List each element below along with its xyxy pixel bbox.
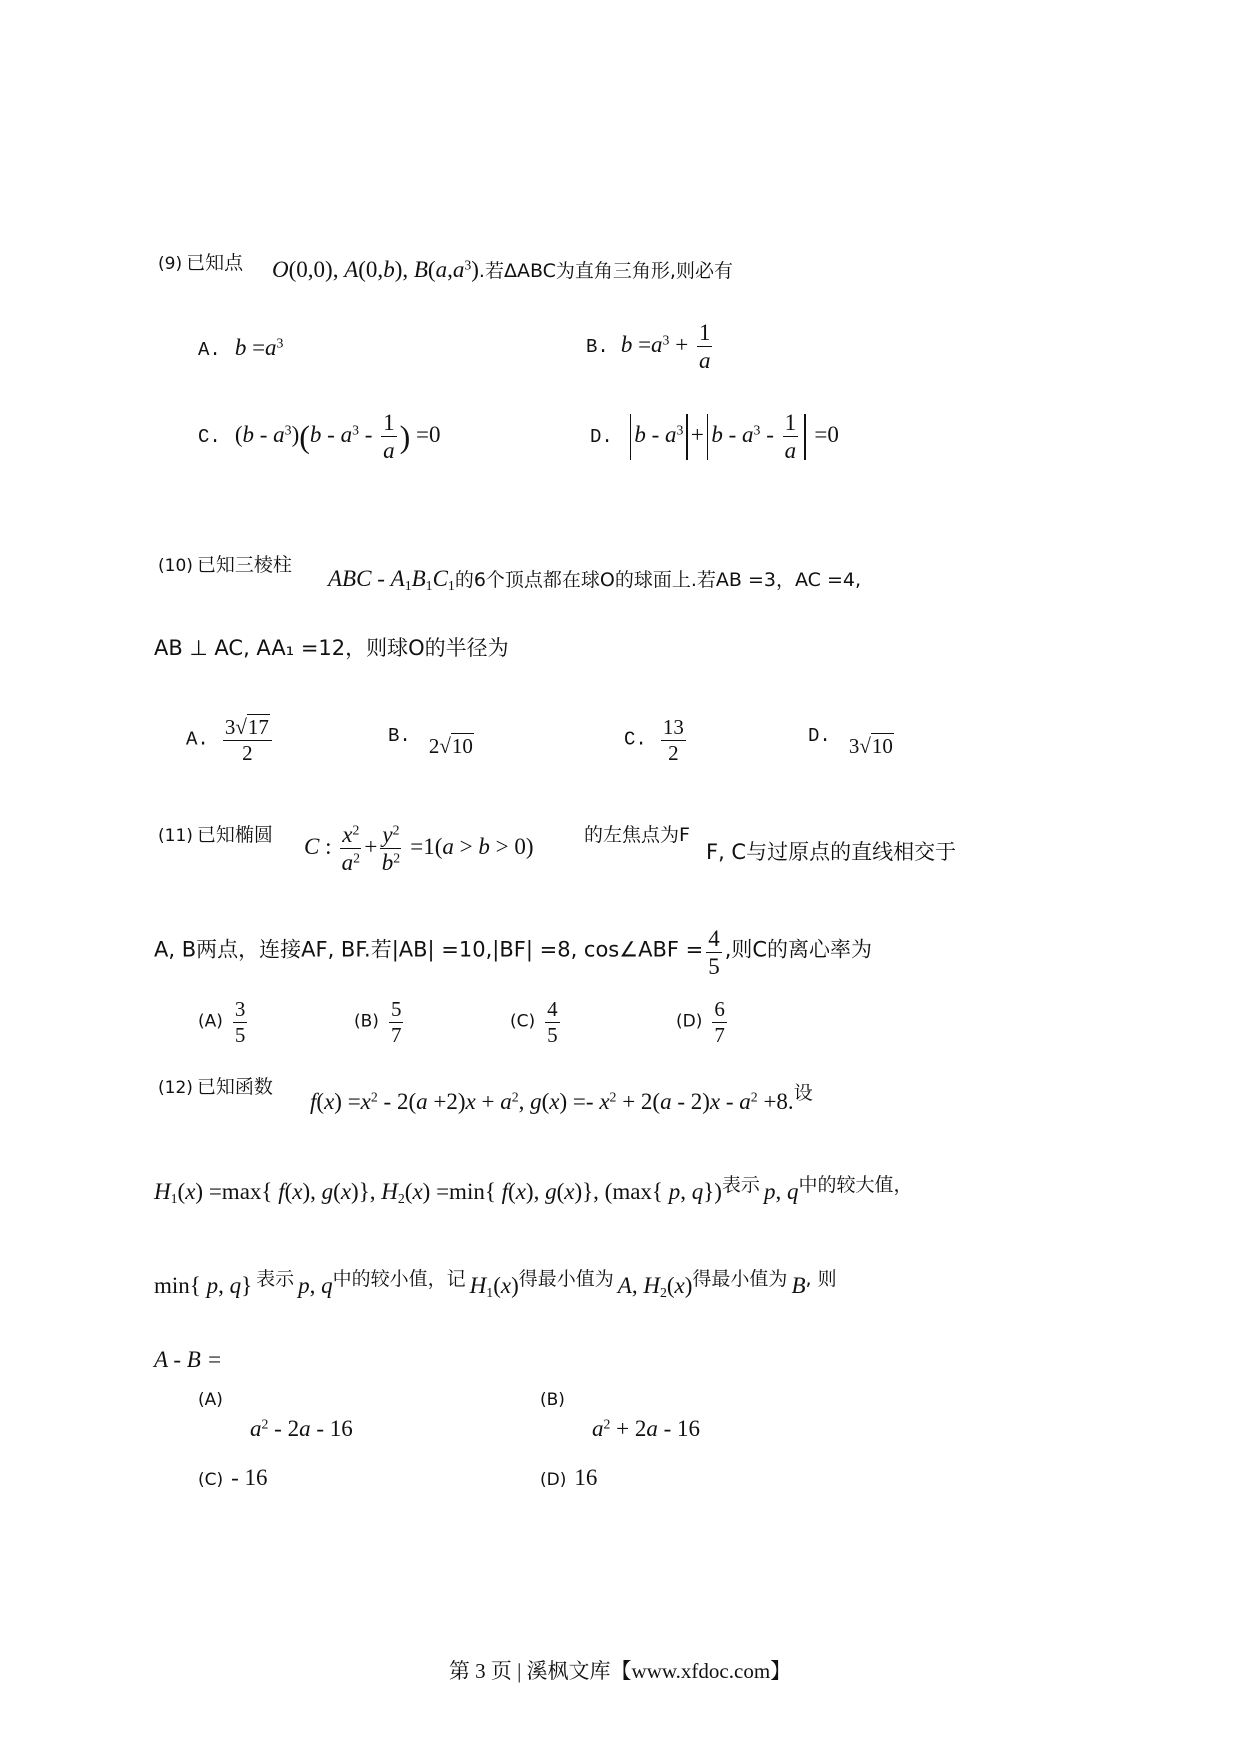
q12-line2: $H_1(x) =\max${ f(x), g(x)}, $H_2(x) =\min${ f(x), g(x)}, (max{ p, q})表示 p, q中的较大值，: [154, 1174, 913, 1207]
q12-functions: $f(x) =x^2 - 2(a +2)x + a^2$, $g(x) =- x^2 + 2(a - 2)x - a^2 +8.^设$: [310, 1082, 813, 1114]
q12-number: (12): [158, 1078, 193, 1098]
q12-intro: 已知函数: [196, 1076, 273, 1098]
page-footer: 第 3 页 | 溪枫文库【www.xfdoc.com】: [448, 1659, 792, 1683]
q9-condition: .若ΔABC为直角三角形,则必有: [478, 260, 733, 282]
q9-intro: 已知点: [186, 252, 244, 274]
q10-option-a: A. $\frac{3√17}{2}$: [186, 716, 275, 765]
q9-question: [158, 254, 243, 273]
q11-focus: 的左焦点为F: [584, 824, 690, 846]
q11-question: [158, 826, 273, 845]
q11-number: (11): [158, 826, 193, 846]
q9-option-c: C. $(b - a^3)(b - a^3$ - $\frac{1}{a}$ ) =0: [198, 410, 441, 464]
q10-line1: ABC - $A_1B_1C_1$的6个顶点都在球O的球面上.若AB =3，AC =4,: [328, 566, 861, 594]
q12-option-a: (A) $a^2 - 2a - 16$: [198, 1390, 353, 1441]
q11-intro: 已知椭圆: [196, 824, 273, 846]
q9-option-d: D. $b - a^3 + b - a^3$ - $\frac{1}{a}$ =0: [590, 410, 839, 464]
q11-line2: A, B两点，连接AF, BF.若|AB| =10,|BF| =8, cos∠ABF = $\frac{4}{5}$ ,则C的离心率为: [154, 926, 873, 980]
q9-option-a: A. $b =a^3$: [198, 335, 284, 361]
q12-option-c: (C) - 16: [198, 1465, 268, 1490]
q11-equation: C : $\frac{x^2}{a^2}$ + $\frac{y^2}{b^2}$ =1(a > b > 0): [304, 822, 534, 876]
q12-option-d: (D) 16: [540, 1465, 598, 1490]
q10-option-c: C. $\frac{13}{2}$: [624, 715, 684, 766]
q10-option-d: D. 3√10: [808, 725, 893, 758]
q12-option-b: (B) $a^2 + 2a - 16$: [540, 1390, 701, 1441]
q11-option-c: (C) $\frac{4}{5}$: [510, 997, 558, 1048]
q9-option-b: B. $b =a^3$ + $\frac{1}{a}$: [586, 320, 711, 374]
q11-option-d: (D) $\frac{6}{7}$: [676, 997, 725, 1048]
q12-question: [158, 1078, 273, 1097]
q11-line1-tail: F, C与过原点的直线相交于: [706, 840, 957, 864]
q10-line2: AB ⊥ AC, AA₁ =12，则球O的半径为: [154, 636, 509, 660]
q10-intro: 已知三棱柱: [196, 554, 292, 576]
q12-line4: A - B =: [154, 1347, 223, 1372]
q12-tail1: 设: [793, 1082, 813, 1104]
q11-option-a: (A) $\frac{3}{5}$: [198, 997, 246, 1048]
q10-option-b: B. 2√10: [388, 725, 473, 758]
q12-line3: min{ p, q} 表示 p, q中的较小值，记 $H_1(x)$得最小值为 A, $H_2(x)$得最小值为 B, 则: [154, 1268, 837, 1301]
q9-number: (9): [158, 254, 183, 274]
q9-points: O(0,0), A(0,b), $B(a,a^3)$.若ΔABC为直角三角形,则必有: [272, 257, 733, 282]
q11-option-b: (B) $\frac{5}{7}$: [354, 997, 402, 1048]
q10-question: [158, 556, 292, 575]
q10-number: (10): [158, 556, 193, 576]
